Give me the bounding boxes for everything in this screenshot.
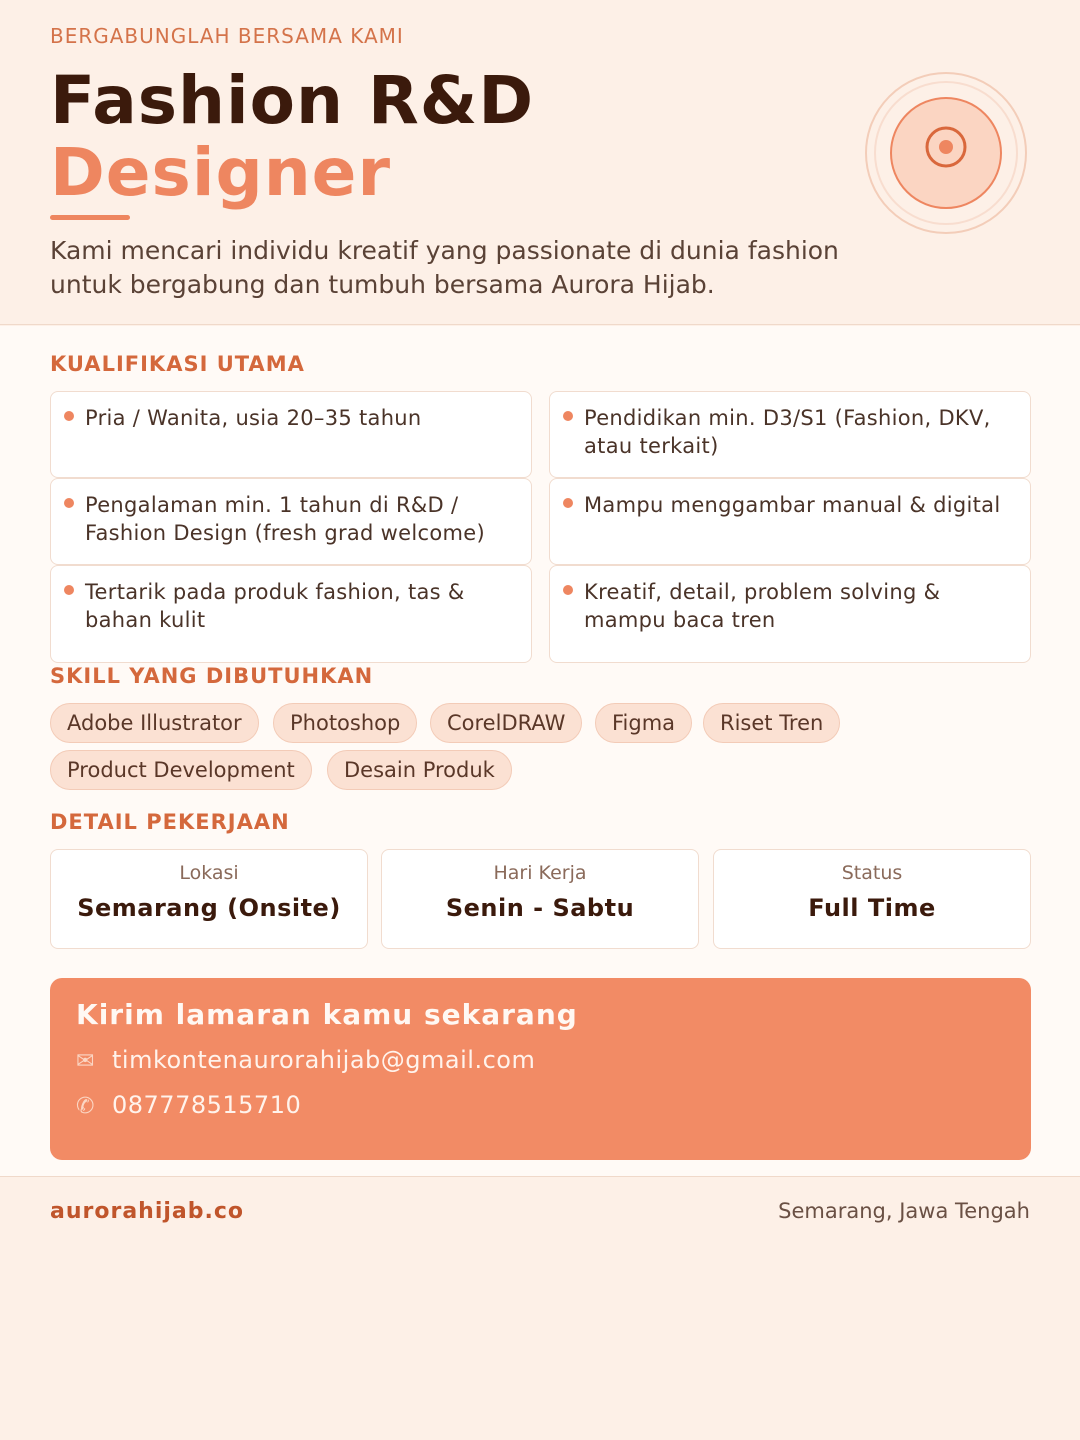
section-title-details: DETAIL PEKERJAAN <box>50 810 290 834</box>
title-underline <box>50 215 130 220</box>
qualification-text: Pendidikan min. D3/S1 (Fashion, DKV, atau terkait) <box>584 406 991 458</box>
mail-icon: ✉ <box>76 1049 95 1074</box>
footer-location: Semarang, Jawa Tengah <box>778 1199 1030 1223</box>
skill-chip: Riset Tren <box>703 703 840 743</box>
section-title-qualifications: KUALIFIKASI UTAMA <box>50 352 305 376</box>
cta-phone-row[interactable] <box>76 1091 301 1119</box>
section-title-skills: SKILL YANG DIBUTUHKAN <box>50 664 374 688</box>
skill-chip: Desain Produk <box>327 750 512 790</box>
detail-value: Senin - Sabtu <box>445 894 635 922</box>
qualification-text: Tertarik pada produk fashion, tas & bahan kulit <box>85 580 465 632</box>
page-title-accent: Designer <box>50 134 391 211</box>
qualification-text: Pria / Wanita, usia 20–35 tahun <box>85 406 422 430</box>
qualification-item <box>549 391 1031 478</box>
bullet-dot-icon <box>64 498 74 508</box>
footer <box>0 1176 1080 1440</box>
skill-chip: CorelDRAW <box>430 703 582 743</box>
qualification-text: Pengalaman min. 1 tahun di R&D / Fashion Design (fresh grad welcome) <box>85 493 485 545</box>
detail-card-workdays <box>381 849 699 949</box>
qualification-item <box>549 565 1031 663</box>
cta-title: Kirim lamaran kamu sekarang <box>76 998 578 1031</box>
footer-brand-link[interactable]: aurorahijab.co <box>50 1199 245 1224</box>
detail-card-location <box>50 849 368 949</box>
cta-email-link[interactable]: timkontenaurorahijab@gmail.com <box>112 1046 536 1074</box>
qualification-item <box>50 478 532 565</box>
qualification-text: Mampu menggambar manual & digital <box>584 493 1001 517</box>
qualification-text: Kreatif, detail, problem solving & mampu baca tren <box>584 580 941 632</box>
qualification-item <box>549 478 1031 565</box>
bullet-dot-icon <box>563 411 573 421</box>
cta-phone-link[interactable]: 087778515710 <box>112 1091 302 1119</box>
target-icon <box>864 71 1028 235</box>
phone-icon: ✆ <box>76 1094 95 1119</box>
skill-chip: Product Development <box>50 750 312 790</box>
qualification-item <box>50 391 532 478</box>
detail-label: Status <box>841 862 903 884</box>
apply-cta-box <box>50 978 1031 1160</box>
intro-text: Kami mencari individu kreatif yang passionate di dunia fashion untuk bergabung dan tumbuh bersama Aurora Hijab. <box>50 236 839 299</box>
page-title: Fashion R&D <box>50 62 535 139</box>
cta-email-row[interactable] <box>76 1046 535 1074</box>
bullet-dot-icon <box>563 498 573 508</box>
bullet-dot-icon <box>64 585 74 595</box>
header <box>0 0 1080 325</box>
qualification-item <box>50 565 532 663</box>
skill-chip: Adobe Illustrator <box>50 703 259 743</box>
skill-chip: Photoshop <box>273 703 417 743</box>
detail-value: Full Time <box>808 894 936 922</box>
bullet-dot-icon <box>563 585 573 595</box>
main-content <box>0 326 1080 1176</box>
detail-value: Semarang (Onsite) <box>77 894 341 922</box>
detail-label: Hari Kerja <box>493 862 587 884</box>
bullet-dot-icon <box>64 411 74 421</box>
skill-chip: Figma <box>595 703 692 743</box>
eyebrow-text: BERGABUNGLAH BERSAMA KAMI <box>50 24 404 48</box>
detail-label: Lokasi <box>179 862 239 884</box>
detail-card-status <box>713 849 1031 949</box>
